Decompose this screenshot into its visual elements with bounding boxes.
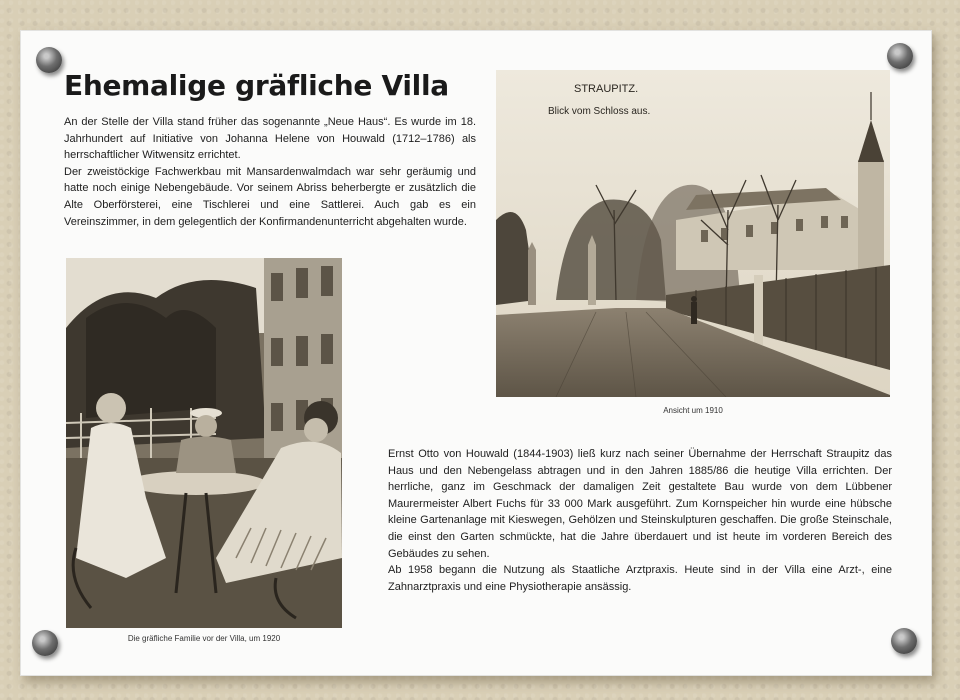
postcard-image	[496, 70, 890, 397]
sign-title: Ehemalige gräfliche Villa	[64, 69, 449, 102]
family-photo	[66, 258, 342, 628]
screw-bolt-bottom-left	[32, 630, 58, 656]
screw-bolt-top-right	[887, 43, 913, 69]
family-image	[66, 258, 342, 628]
intro-paragraph-1: An der Stelle der Villa stand früher das sogenannte „Neue Haus“. Es wurde im 18. Jahrhundert auf Initiative von Johanna Helene von Houwald (1712–1786) als herrschaftlicher Witwensitz errichtet.	[64, 116, 476, 162]
intro-paragraph-2: Der zweistöckige Fachwerkbau mit Mansardenwalmdach war sehr geräumig und hatte noch einige Nebengebäude. Vor seinem Abriss beherbergte er zusätzlich die Alte Oberförsterei, eine Tischlerei und eine Sattlerei. Auch gab es ein Vereinszimmer, in dem gelegentlich der Konfirmandenunterricht abgehalten wurde.	[64, 165, 476, 228]
history-paragraph-1: Ernst Otto von Houwald (1844-1903) ließ kurz nach seiner Übernahme der Herrschaft Straupitz das Haus und den Nebengelass abtragen und in den Jahren 1885/86 die heutige Villa errichten. Der herrliche, ganz im Geschmack der damaligen Zeit gestaltete Bau wurde von dem Lübbener Maurermeister Albert Fuchs für 33 000 Mark ausgeführt. Zum Kornspeicher hin wurde eine hübsche kleine Gartenanlage mit Kieswegen, Gehölzen und Steinskulpturen geschaffen. Die große Steinschale, die einst den Garten schmückte, hat die Jahre überdauert und ist heute im vorderen Bereich des Gebäudes zu sehen.	[388, 448, 892, 560]
postcard-subheading: Blick vom Schloss aus.	[548, 106, 651, 117]
family-photo-caption: Die gräfliche Familie vor der Villa, um 1920	[127, 634, 281, 643]
intro-text	[64, 114, 476, 230]
postcard-heading: STRAUPITZ.	[574, 83, 639, 95]
history-text	[388, 446, 892, 595]
postcard-photo	[496, 70, 890, 397]
screw-bolt-bottom-right	[891, 628, 917, 654]
screw-bolt-top-left	[36, 47, 62, 73]
history-paragraph-2: Ab 1958 begann die Nutzung als Staatliche Arztpraxis. Heute sind in der Villa eine Arzt-, eine Zahnarztpraxis und eine Physiotherapie ansässig.	[388, 564, 892, 593]
postcard-caption: Ansicht um 1910	[663, 406, 723, 415]
